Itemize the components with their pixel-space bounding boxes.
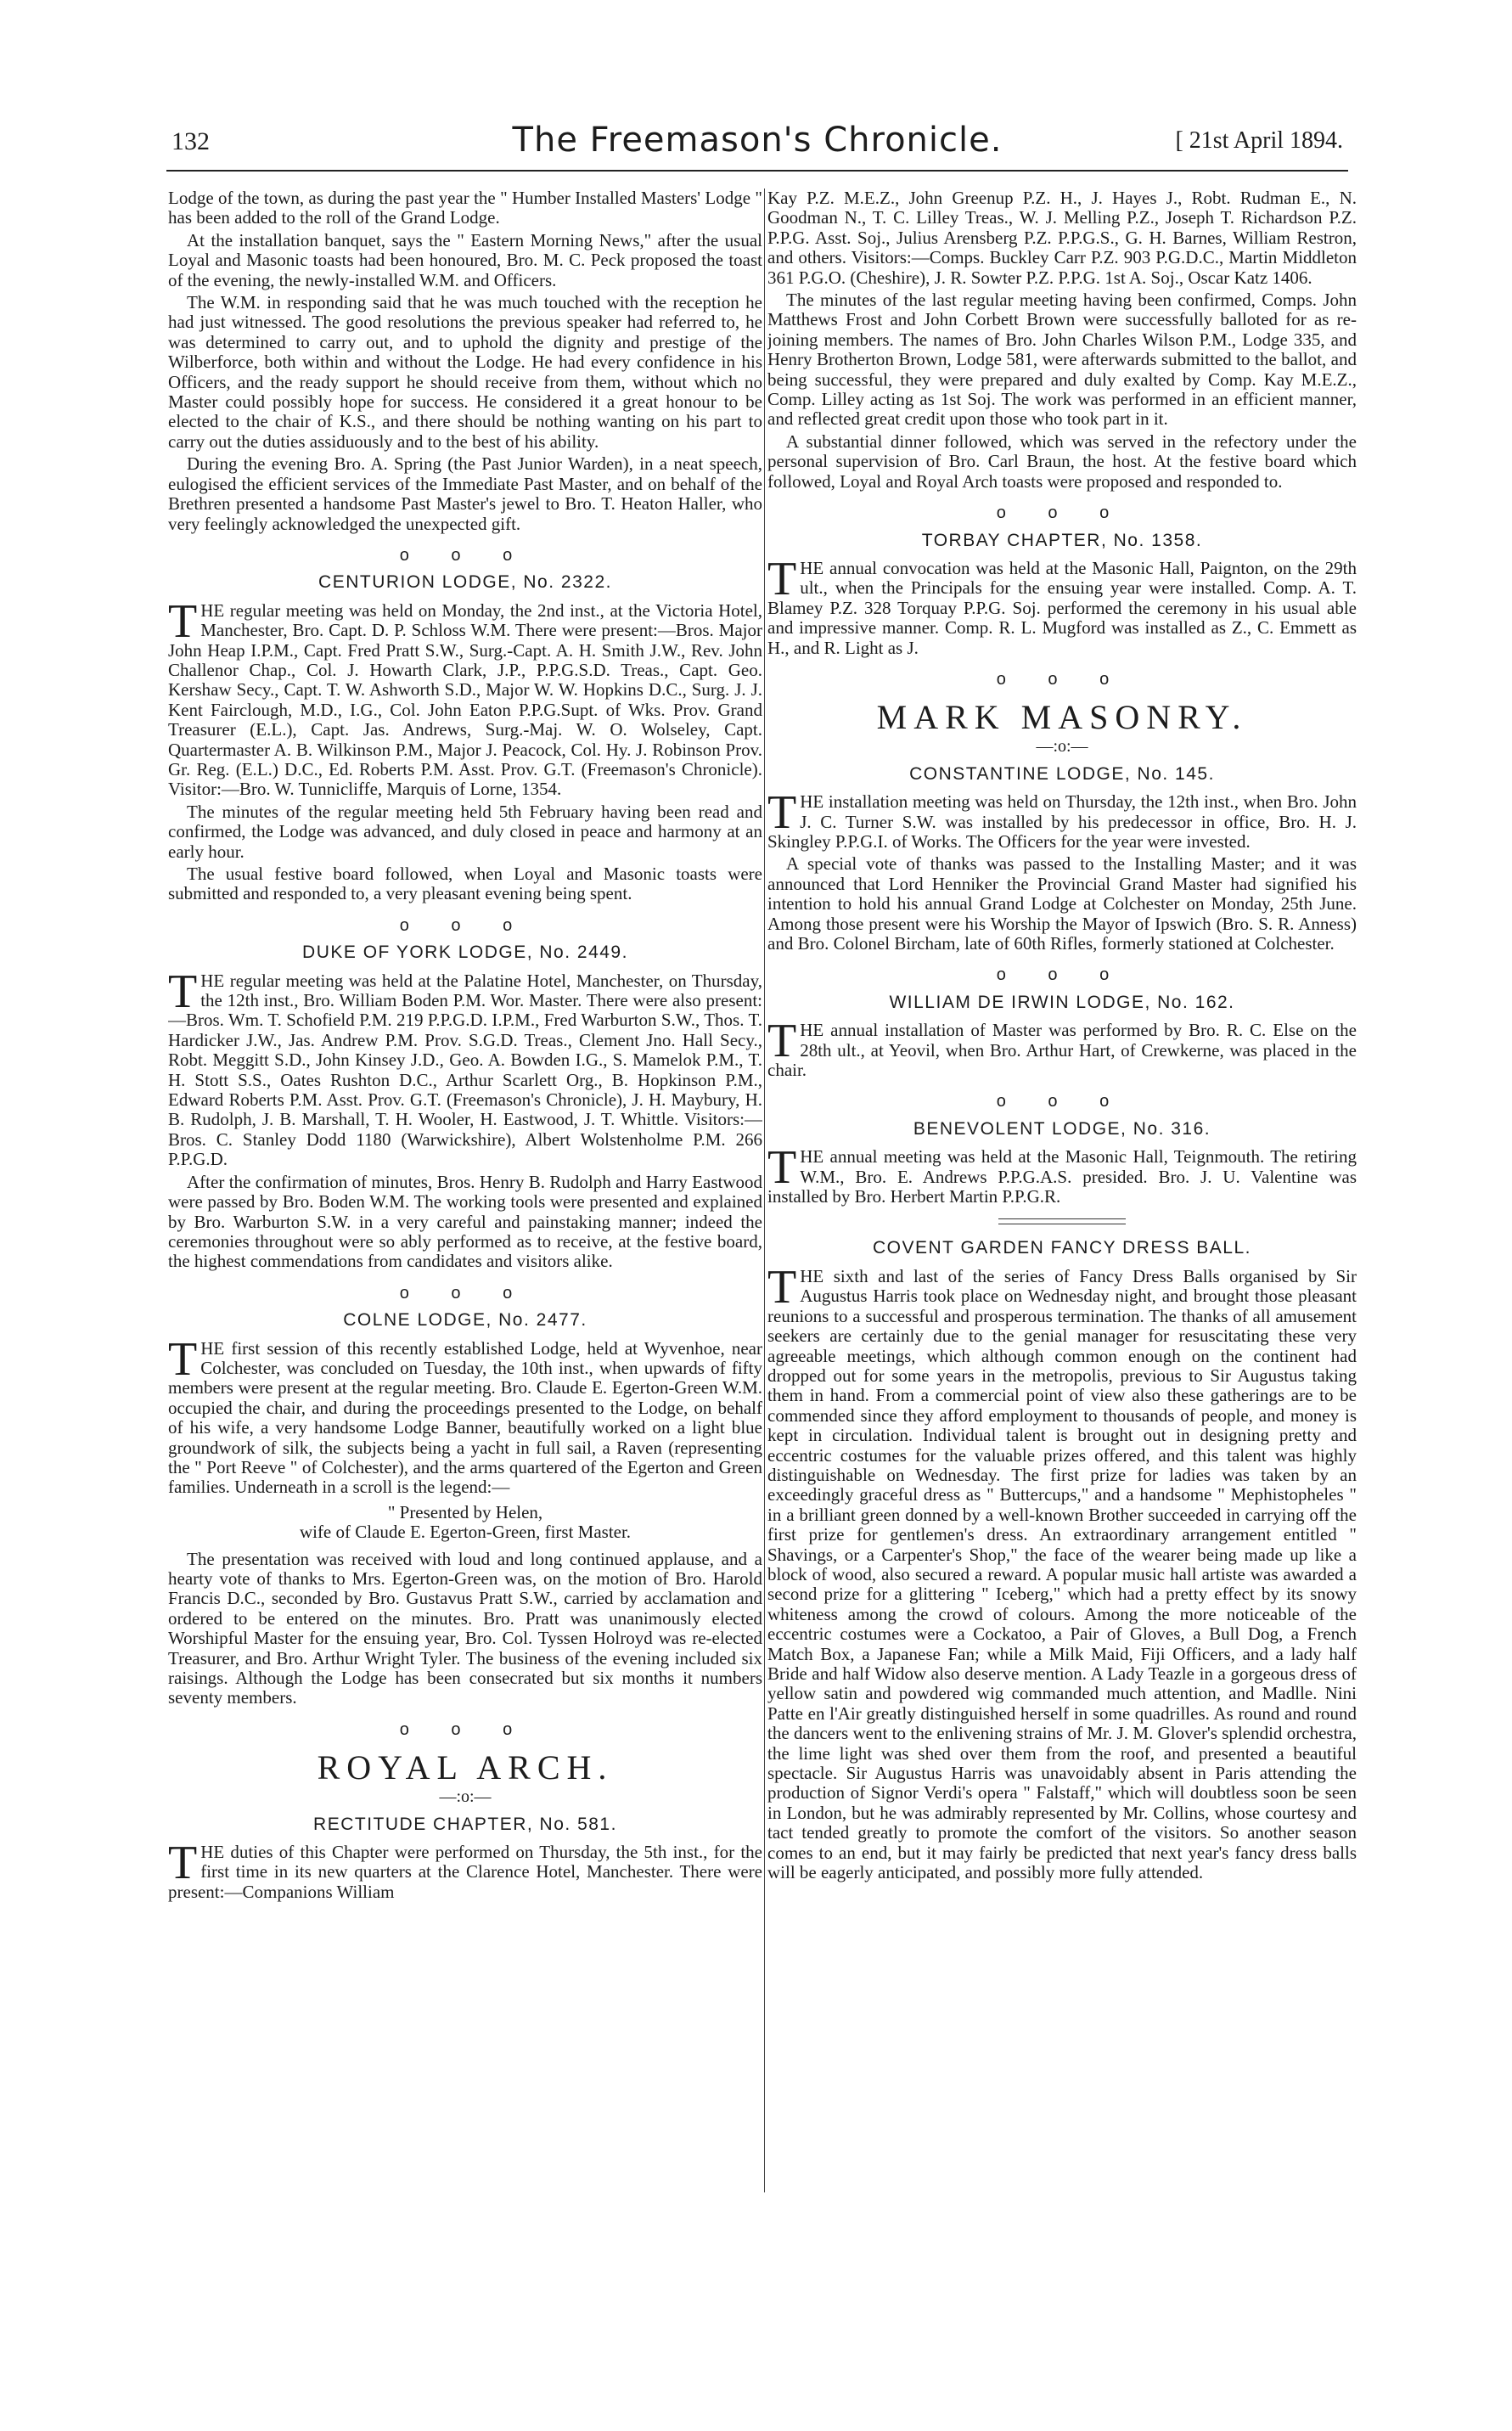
drop-cap: T [767, 552, 797, 605]
article-paragraph: THE regular meeting was held at the Palatine Hotel, Manchester, on Thursday, the 12th inst., Bro. William Boden P.M. Wor. Master. There were also present:—Bros. Wm. T. Schofield P.M. 219 P.P.G.D. I.P.M., Fred Warburton S.W., Thos. T. Hardicker J.W., Jas. Andrew P.M. Prov. S.G.D. Treas., Clement Jno. Hall Secy., Robt. Meggitt S.D., John Kinsey J.D., Geo. A. Bowden I.G., S. Mamelok P.M., T. H. Stott S.S., Oates Rushton D.C., Arthur Scarlett Org., B. Hopkinson P.M., Edward Roberts P.M. Asst. Prov. G.T. (Freemason's Chronicle), J. H. Maybury, H. B. Rudolph, J. B. Marshall, T. H. Wooler, H. Eastwood, J. T. Whittle. Visitors:—Bros. C. Stanley Dodd 1180 (Warwickshire), Albert Wolstenholme P.M. 266 P.P.G.D. [168, 965, 762, 1170]
article-paragraph: At the installation banquet, says the " Eastern Morning News," after the usual Loyal and Masonic toasts had been honoured, Bro. M. C. Peck proposed the toast of the evening, the newly-installed W.M. and Officers. [168, 229, 762, 290]
column-divider [764, 189, 765, 2192]
drop-cap: T [168, 1837, 198, 1890]
banner-legend-quote [168, 1503, 762, 1543]
section-separator: o o o [996, 669, 1128, 689]
major-heading-mark-masonry: MARK MASONRY. [876, 698, 1248, 737]
section-heading-covent-garden: COVENT GARDEN FANCY DRESS BALL. [872, 1238, 1251, 1258]
article-paragraph: During the evening Bro. A. Spring (the Past Junior Warden), in a neat speech, eulogised the efficient services of the Immediate Past Master, and on behalf of the Brethren presented a handsome Past Master's jewel to Bro. T. Heaton Haller, who very feelingly acknowledged the unexpected gift. [168, 453, 762, 534]
section-separator: o o o [399, 545, 531, 565]
section-heading-duke-of-york: DUKE OF YORK LODGE, No. 2449. [302, 943, 628, 963]
section-heading-torbay: TORBAY CHAPTER, No. 1358. [921, 530, 1203, 550]
section-separator: o o o [399, 1283, 531, 1303]
heading-ornament: —:o:— [1036, 737, 1088, 757]
major-heading-royal-arch: ROYAL ARCH. [317, 1748, 614, 1787]
article-paragraph: Kay P.Z. M.E.Z., John Greenup P.Z. H., J. Hayes J., Robt. Rudman E., N. Goodman N., T. C. Lilley Treas., W. J. Melling P.Z., Joseph T. Richardson P.Z. P.P.G. Asst. Soj., Julius Arensberg P.Z. P.P.G.S., G. H. Barnes, William Restron, and others. Visitors:—Comps. Buckley Carr P.Z. 903 P.G.D.C., Martin Middleton 361 P.G.O. (Cheshire), J. R. Sowter P.Z. P.P.G. 1st A. Soj., Oscar Katz 1406. [767, 189, 1357, 288]
article-paragraph: THE annual meeting was held at the Masonic Hall, Teignmouth. The retiring W.M., Bro. E. Andrews P.P.G.A.S. presided. Bro. J. U. Valentine was installed by Bro. Herbert Martin P.P.G.R. [767, 1141, 1357, 1207]
section-separator: o o o [996, 1092, 1128, 1111]
section-separator: o o o [399, 1719, 531, 1739]
article-paragraph: THE installation meeting was held on Thursday, the 12th inst., when Bro. John J. C. Turner S.W. was installed by his predecessor in office, Bro. H. J. Skingley P.P.G.I. of Works. The Officers for the year were invested. [767, 786, 1357, 852]
article-paragraph: THE first session of this recently established Lodge, held at Wyvenhoe, near Colchester, was concluded on Tuesday, the 10th inst., when upwards of fifty members were present at the regular meeting. Bro. Claude E. Egerton-Green W.M. occupied the chair, and during the proceedings presented to the Lodge, on behalf of his wife, a very handsome Lodge Banner, beautifully worked on a light blue groundwork of silk, the subjects being a yacht in full sail, a Raven (representing the " Port Reeve " of Colchester), and the arms quartered of the Egerton and Green families. Underneath in a scroll is the legend:— [168, 1332, 762, 1498]
page-header [166, 119, 1348, 172]
article-paragraph: THE annual installation of Master was performed by Bro. R. C. Else on the 28th ult., at Yeovil, when Bro. Arthur Hart, of Crewkerne, was placed in the chair. [767, 1015, 1357, 1081]
publication-title: The Freemason's Chronicle. [512, 121, 1003, 160]
article-paragraph: THE sixth and last of the series of Fancy Dress Balls organised by Sir Augustus Harris took place on Wednesday night, and brought those pleasant reunions to a successful and prosperous termination. The thanks of all amusement seekers are certainly due to the genial manager for resuscitating these very agreeable meetings, which although common enough on the continent had dropped out for some years in the metropolis, previous to Sir Augustus taking them in hand. From a commercial point of view also these gatherings are to be commended since they afford employment to thousands of people, and money is kept in circulation. Individual talent is brought out in designing pretty and eccentric costumes for the valuable prizes offered, and this talent was highly distinguishable on Wednesday. The first prize for ladies was taken by an exceedingly graceful dress as " Buttercups," and a handsome " Mephistopheles " in a brilliant green donned by a well-known Brother succeeded in carrying off the first prize for gentlemen's dress. An extraordinary arrangement entitled " Shavings, or a Carpenter's Shop," the face of the wearer being made up like a block of wood, also secured a reward. A popular music hall artiste was awarded a second prize for a glittering " Iceberg," which had a pretty effect by its snowy whiteness among the crowd of colours. Among the more noticeable of the eccentric costumes were a Cockatoo, a Pair of Gloves, a Bull Dog, a French Match Box, a Japanese Fan; while a Milk Maid, Fiji Officers, and a lady half Bride and half Widow also deserve mention. A Lady Teazle in a gorgeous dress of yellow satin and powdered wig commanded much attention, and Madlle. Nini Patte en l'Air greatly distinguished herself in some quadrilles. As round and round the dancers went to the enlivening strains of Mr. J. M. Glover's splendid orchestra, the lime light was shed over them from the roof, and presented a beautiful spectacle. Sir Augustus Harris was unavoidably absent in Paris attending the production of Signor Verdi's opera " Falstaff," which will doubtless soon be seen in London, but he was admirably represented by Mr. Collins, whose courtesy and tact tended greatly to promote the comfort of the visitors. So another season comes to an end, but it may fairly be predicted that next year's fancy dress balls will be eagerly anticipated, and possibly more fully attended. [767, 1260, 1357, 1883]
double-rule-divider [998, 1218, 1126, 1224]
article-paragraph: The minutes of the regular meeting held 5th February having been read and confirmed, the Lodge was advanced, and duly closed in peace and harmony at an early hour. [168, 801, 762, 862]
section-heading-colne: COLNE LODGE, No. 2477. [343, 1310, 587, 1331]
drop-cap: T [767, 1015, 797, 1068]
article-paragraph: The minutes of the last regular meeting having been confirmed, Comps. John Matthews Frost and John Corbett Brown were successfully balloted for as re-joining members. The names of Bro. John Charles Wilson P.M., Lodge 335, and Henry Brotherton Brown, Lodge 581, were afterwards submitted to the ballot, and being successful, they were prepared and duly exalted by Comp. Kay M.E.Z., Comp. Lilley acting as 1st Soj. The work was performed in an efficient manner, and reflected great credit upon those who took part in it. [767, 290, 1357, 430]
section-heading-centurion: CENTURION LODGE, No. 2322. [318, 572, 612, 593]
section-heading-rectitude: RECTITUDE CHAPTER, No. 581. [313, 1814, 617, 1834]
article-paragraph: A special vote of thanks was passed to the Installing Master; and it was announced that Lord Henniker the Provincial Grand Master had signified his intention to hold his annual Grand Lodge at Colchester on Monday, 25th June. Among those present were his Worship the Mayor of Ipswich (Bro. S. R. Anness) and Bro. Colonel Bircham, late of 60th Rifles, formerly stationed at Colchester. [767, 853, 1357, 954]
drop-cap: T [767, 786, 797, 840]
drop-cap: T [168, 1332, 198, 1386]
quote-line: " Presented by Helen, [387, 1501, 543, 1522]
article-paragraph: The usual festive board followed, when Loyal and Masonic toasts were submitted and responded to, a very pleasant evening being spent. [168, 864, 762, 904]
section-separator: o o o [996, 965, 1128, 985]
article-paragraph: THE duties of this Chapter were performed on Thursday, the 5th inst., for the first time in its new quarters at the Clarence Hotel, Manchester. There were present:—Companions William [168, 1837, 762, 1902]
drop-cap: T [767, 1141, 797, 1195]
right-column [767, 189, 1357, 2430]
section-separator: o o o [996, 504, 1128, 523]
heading-ornament: —:o:— [439, 1787, 492, 1807]
article-paragraph: The presentation was received with loud and long continued applause, and a hearty vote of thanks to Mrs. Egerton-Green was, on the motion of Bro. Harold Francis D.C., seconded by Bro. Gustavus Pratt S.W., carried by acclamation and ordered to be entered on the minutes. Bro. Pratt was unanimously elected Worshipful Master for the ensuing year, Bro. Col. Tyssen Holroyd was re-elected Treasurer, and Bro. Arthur Wright Tyler. The business of the evening included six raisings. Although the Lodge has been consecrated but six months it numbers seventy members. [168, 1548, 762, 1708]
drop-cap: T [168, 594, 198, 648]
section-separator: o o o [399, 915, 531, 935]
issue-date: [ 21st April 1894. [1175, 127, 1343, 154]
article-paragraph: A substantial dinner followed, which was served in the refectory under the personal supervision of Bro. Carl Braun, the host. At the festive board which followed, Loyal and Royal Arch toasts were proposed and responded to. [767, 430, 1357, 492]
quote-line: wife of Claude E. Egerton-Green, first Master. [299, 1522, 632, 1543]
section-heading-benevolent: BENEVOLENT LODGE, No. 316. [913, 1118, 1211, 1139]
article-paragraph: Lodge of the town, as during the past year the " Humber Installed Masters' Lodge " has been added to the roll of the Grand Lodge. [168, 189, 762, 228]
left-column [168, 189, 762, 2430]
drop-cap: T [767, 1260, 797, 1314]
article-paragraph: The W.M. in responding said that he was much touched with the reception he had just witnessed. The good resolutions the previous speaker had referred to, he was determined to carry out, and to uphold the dignity and prestige of the Wilberforce, both within and without the Lodge. He had every confidence in his Officers, and the ready support he should receive from them, without which no Master could possibly hope for success. He considered it a great honour to be elected to the chair of K.S., and there should be nothing wanting on his part to carry out the duties assiduously and to the best of his ability. [168, 292, 762, 452]
drop-cap: T [168, 965, 198, 1018]
section-heading-william-de-irwin: WILLIAM DE IRWIN LODGE, No. 162. [889, 992, 1235, 1012]
article-paragraph: THE annual convocation was held at the Masonic Hall, Paignton, on the 29th ult., when the Principals for the ensuing year were installed. Comp. A. T. Blamey P.Z. 328 Torquay P.P.G. Soj. performed the ceremony in his usual able and impressive manner. Comp. R. L. Mugford was installed as Z., C. Emmett as H., and R. Light as J. [767, 552, 1357, 658]
page-number: 132 [171, 127, 210, 155]
article-paragraph: THE regular meeting was held on Monday, the 2nd inst., at the Victoria Hotel, Manchester, Bro. Capt. D. P. Schloss W.M. There were present:—Bros. Major John Heap I.P.M., Capt. Fred Pratt S.W., Surg.-Capt. A. H. Smith J.W., Rev. John Challenor Chap., Col. J. Howarth Clark, J.P., P.P.G.S.D. Treas., Capt. Geo. Kershaw Secy., Capt. T. W. Ashworth S.D., Major W. W. Hopkins D.C., Surg. J. J. Kent Fairclough, M.D., I.G., Col. John Eaton P.P.G.Supt. of Wks. Prov. Grand Treasurer (E.L.), Capt. Jas. Andrews, Surg.-Maj. W. O. Wolseley, Capt. Quartermaster A. B. Wilkinson P.M., Major J. Peacock, Col. Hy. J. Robinson Prov. Gr. Reg. (E.L.) D.C., Ed. Roberts P.M. Asst. Prov. G.T. (Freemason's Chronicle). Visitor:—Bro. W. Tunnicliffe, Marquis of Lorne, 1354. [168, 594, 762, 800]
article-paragraph: After the confirmation of minutes, Bros. Henry B. Rudolph and Harry Eastwood were passed by Bro. Boden W.M. The working tools were presented and explained by Bro. Warburton S.W. in a very careful and painstaking manner; indeed the ceremonies throughout were so ably performed as to receive, at the festive board, the highest commendations from candidates and visitors alike. [168, 1171, 762, 1272]
section-heading-constantine: CONSTANTINE LODGE, No. 145. [909, 763, 1215, 784]
